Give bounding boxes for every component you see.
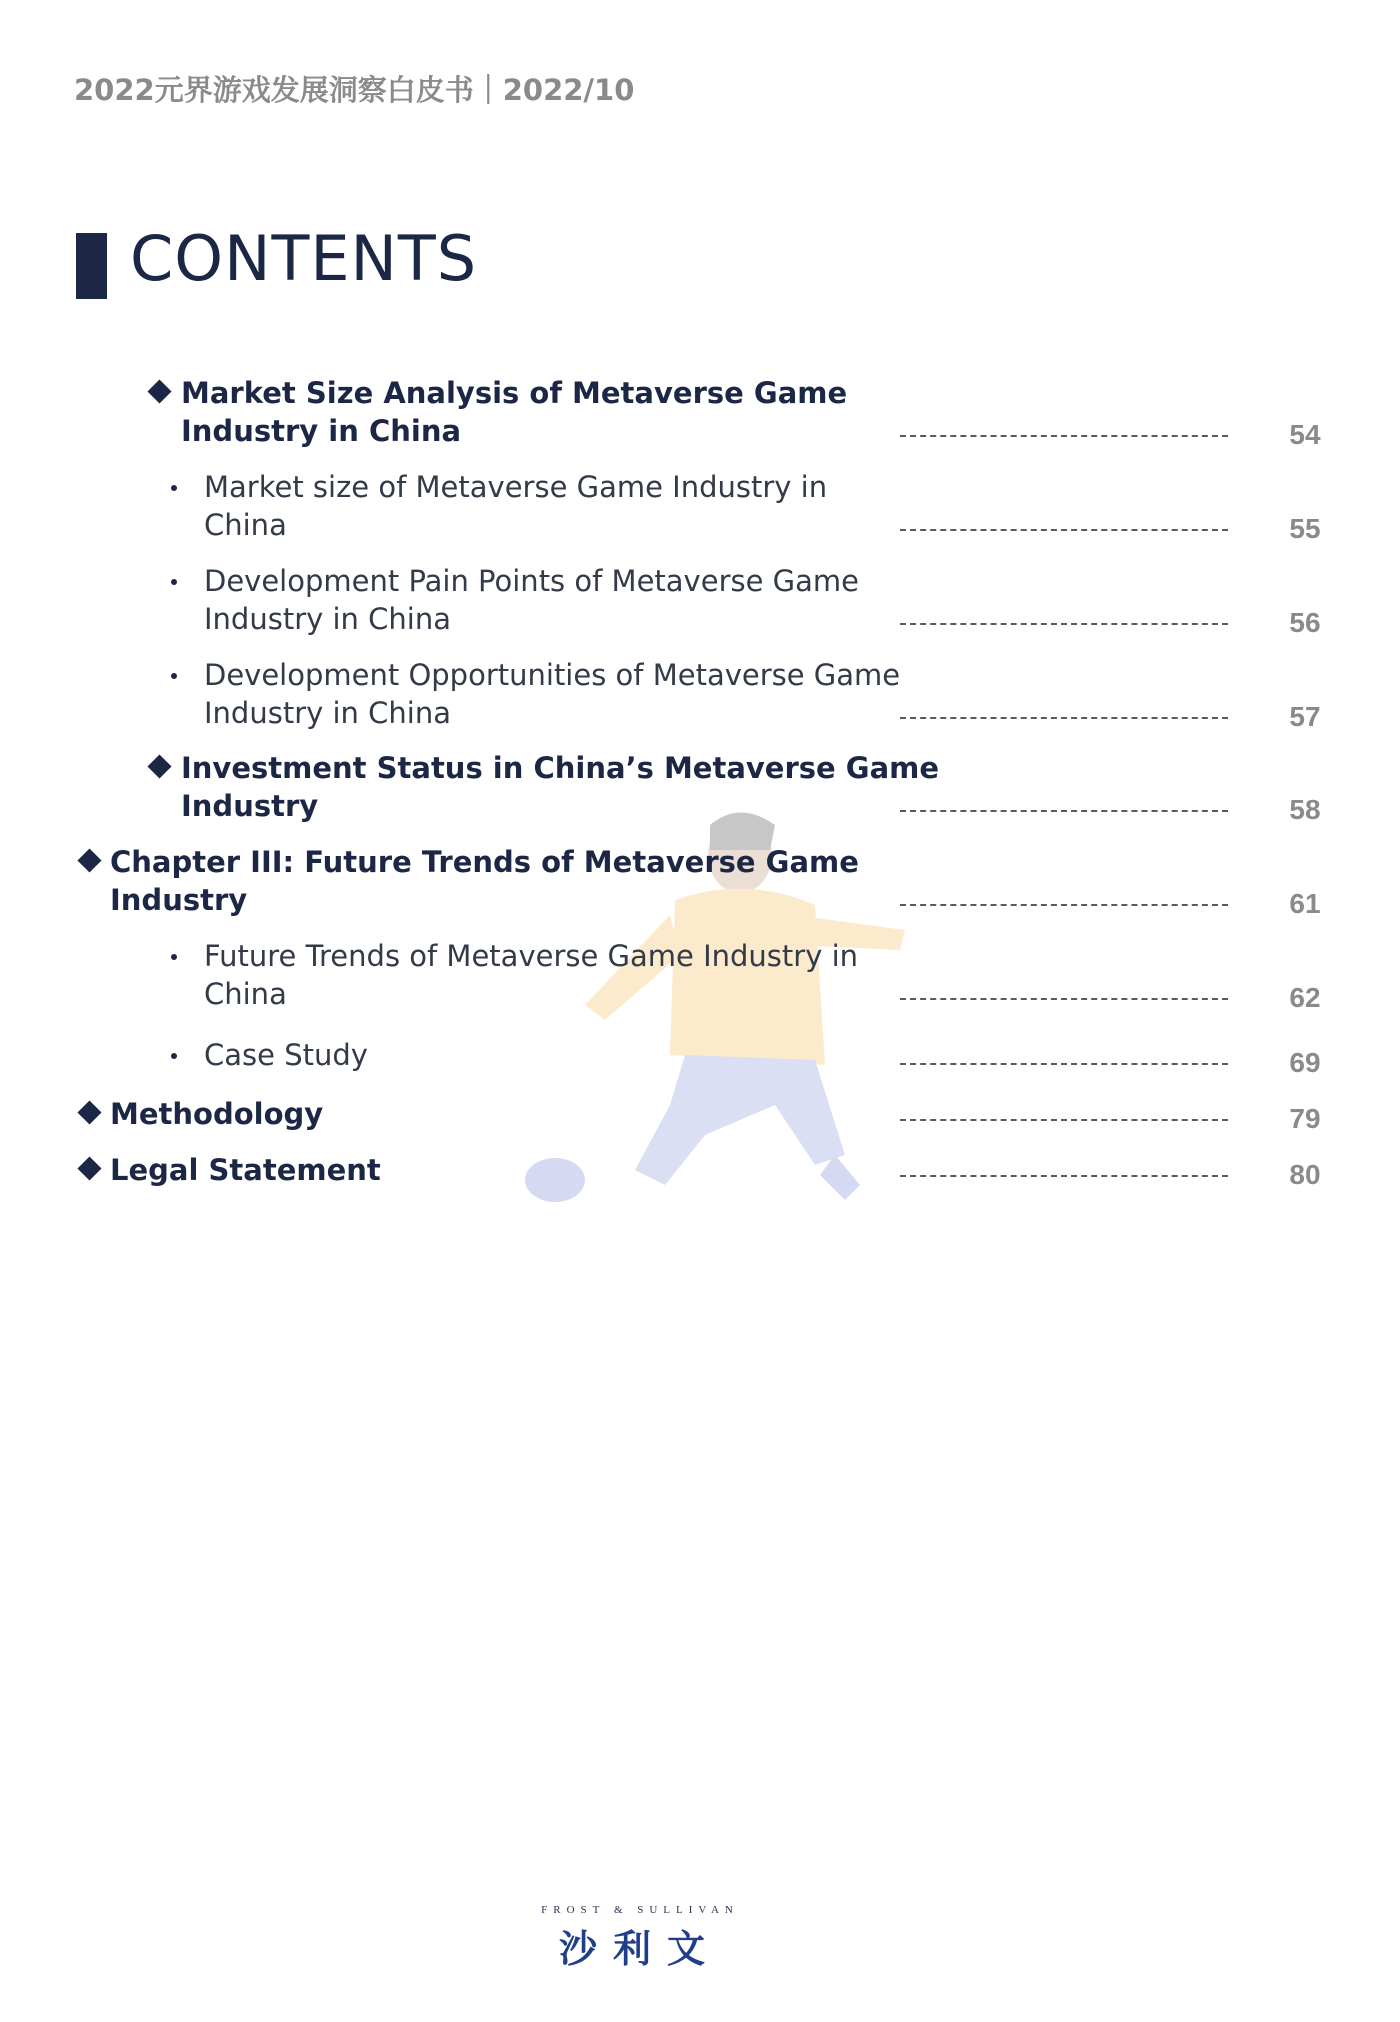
leader-dashes [900, 529, 1228, 531]
bullet-dot-icon [171, 579, 177, 585]
diamond-icon [77, 1156, 101, 1180]
bullet-dot-icon [171, 673, 177, 679]
toc-entry-title[interactable]: Investment Status in China’s Metaverse Game [181, 751, 940, 785]
page-number: 69 [1289, 1047, 1321, 1078]
page-number: 61 [1289, 888, 1321, 919]
leader-dashes [900, 1119, 1228, 1121]
page-number: 62 [1289, 982, 1321, 1013]
leader-dashes [900, 435, 1228, 437]
toc-entry-title[interactable]: Future Trends of Metaverse Game Industry in [204, 939, 859, 973]
bullet-dot-icon [171, 485, 177, 491]
toc-entry-title-cont[interactable]: Industry in China [204, 602, 451, 636]
toc-entry-title-cont[interactable]: Industry [181, 789, 319, 823]
brand-logo-chinese: 沙利文 [558, 1927, 721, 1971]
toc-entry-title[interactable]: Market Size Analysis of Metaverse Game [181, 376, 848, 410]
toc-entry-title-cont[interactable]: Industry in China [181, 414, 462, 448]
contents-accent-bar [76, 233, 107, 299]
leader-dashes [900, 904, 1228, 906]
diamond-icon [147, 754, 171, 778]
diamond-icon [77, 848, 101, 872]
bullet-dot-icon [171, 1053, 177, 1059]
page-number: 56 [1289, 607, 1321, 638]
toc-entry-title-cont[interactable]: Industry in China [204, 696, 451, 730]
toc-entry-title[interactable]: Development Pain Points of Metaverse Game [204, 564, 859, 598]
leader-dashes [900, 810, 1228, 812]
page-number: 58 [1289, 794, 1321, 825]
page-number: 79 [1289, 1103, 1321, 1134]
page-number: 55 [1289, 513, 1321, 544]
contents-title: CONTENTS [130, 222, 478, 295]
toc-entry-title[interactable]: Chapter III: Future Trends of Metaverse Game [110, 845, 859, 879]
leader-dashes [900, 1175, 1228, 1177]
leader-dashes [900, 1063, 1228, 1065]
toc-entry-title[interactable]: Methodology [110, 1097, 324, 1131]
brand-logo-english: FROST & SULLIVAN [541, 1904, 739, 1916]
toc-entry-title[interactable]: Market size of Metaverse Game Industry in [204, 470, 828, 504]
diamond-icon [147, 379, 171, 403]
toc-entry-title[interactable]: Legal Statement [110, 1153, 381, 1187]
toc-entry-title-cont[interactable]: China [204, 508, 287, 542]
leader-dashes [900, 623, 1228, 625]
toc-entry-title-cont[interactable]: China [204, 977, 287, 1011]
page-number: 54 [1289, 419, 1321, 450]
document-header: 2022元界游戏发展洞察白皮书｜2022/10 [74, 73, 635, 107]
toc-entry-title-cont[interactable]: Industry [110, 883, 248, 917]
page-number: 57 [1289, 701, 1321, 732]
leader-dashes [900, 998, 1228, 1000]
diamond-icon [77, 1100, 101, 1124]
toc-entry-title[interactable]: Development Opportunities of Metaverse Game [204, 658, 901, 692]
bullet-dot-icon [171, 954, 177, 960]
page-number: 80 [1289, 1159, 1321, 1190]
leader-dashes [900, 717, 1228, 719]
toc-entry-title[interactable]: Case Study [204, 1038, 368, 1072]
